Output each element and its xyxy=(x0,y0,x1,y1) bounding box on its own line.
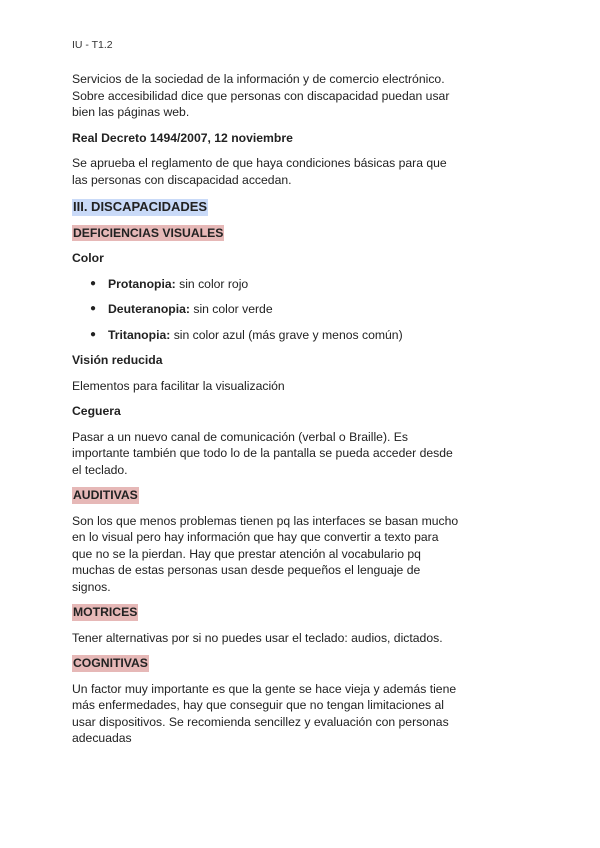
visual-title: DEFICIENCIAS VISUALES xyxy=(73,225,224,240)
color-heading: Color xyxy=(72,251,104,265)
list-item-desc: sin color azul (más grave y menos común) xyxy=(173,327,403,342)
document-body xyxy=(72,71,462,756)
cognitive-text: Un factor muy importante es que la gente se hace vieja y además tiene más enfermedades, hay que conseguir que no tengan limitaciones al usar dispositivos. Se recomienda sencillez y evaluación con personas adecuadas xyxy=(72,681,457,745)
bullet-icon: ● xyxy=(90,328,97,340)
auditory-text: Son los que menos problemas tienen pq las interfaces se basan mucho en lo visual pero hay información que hay que convertir a texto para que no se la pierdan. Hay que prestar atención al vocabulario pq muchas de estas personas usan desde pequeños el lenguaje de signos. xyxy=(72,513,459,594)
decree-paragraph: Se aprueba el reglamento de que haya condiciones básicas para que las personas con discapacidad accedan. xyxy=(72,156,447,187)
list-item-term: Protanopia: xyxy=(108,276,176,291)
blindness-text: Pasar a un nuevo canal de comunicación (verbal o Braille). Es importante también que todo lo de la pantalla se pueda acceder desde el teclado. xyxy=(72,429,453,477)
reduced-vision-heading: Visión reducida xyxy=(72,353,163,367)
bullet-icon: ● xyxy=(90,277,97,289)
list-item-term: Deuteranopia: xyxy=(108,302,190,316)
reduced-vision-text: Elementos para facilitar la visualización xyxy=(72,378,285,393)
bullet-icon: ● xyxy=(90,303,97,314)
motor-title: MOTRICES xyxy=(73,605,138,619)
blindness-heading: Ceguera xyxy=(72,404,121,418)
motor-text: Tener alternativas por si no puedes usar el teclado: audios, dictados. xyxy=(72,630,443,645)
list-item-desc: sin color rojo xyxy=(179,276,249,291)
intro-paragraph: Servicios de la sociedad de la información y de comercio electrónico. Sobre accesibilidad dice que personas con discapacidad puedan usar bien las páginas web. xyxy=(72,72,450,119)
section-title: III. DISCAPACIDADES xyxy=(73,199,208,214)
list-item xyxy=(72,276,462,293)
color-blindness-list xyxy=(72,276,462,344)
cognitive-title: COGNITIVAS xyxy=(73,656,148,670)
decree-title: Real Decreto 1494/2007, 12 noviembre xyxy=(72,130,293,145)
page-header: IU - T1.2 xyxy=(72,39,113,51)
list-item xyxy=(72,327,462,344)
list-item-term: Tritanopia: xyxy=(108,327,171,342)
auditory-title: AUDITIVAS xyxy=(73,488,138,502)
list-item xyxy=(72,301,462,318)
list-item-desc: sin color verde xyxy=(193,302,273,316)
